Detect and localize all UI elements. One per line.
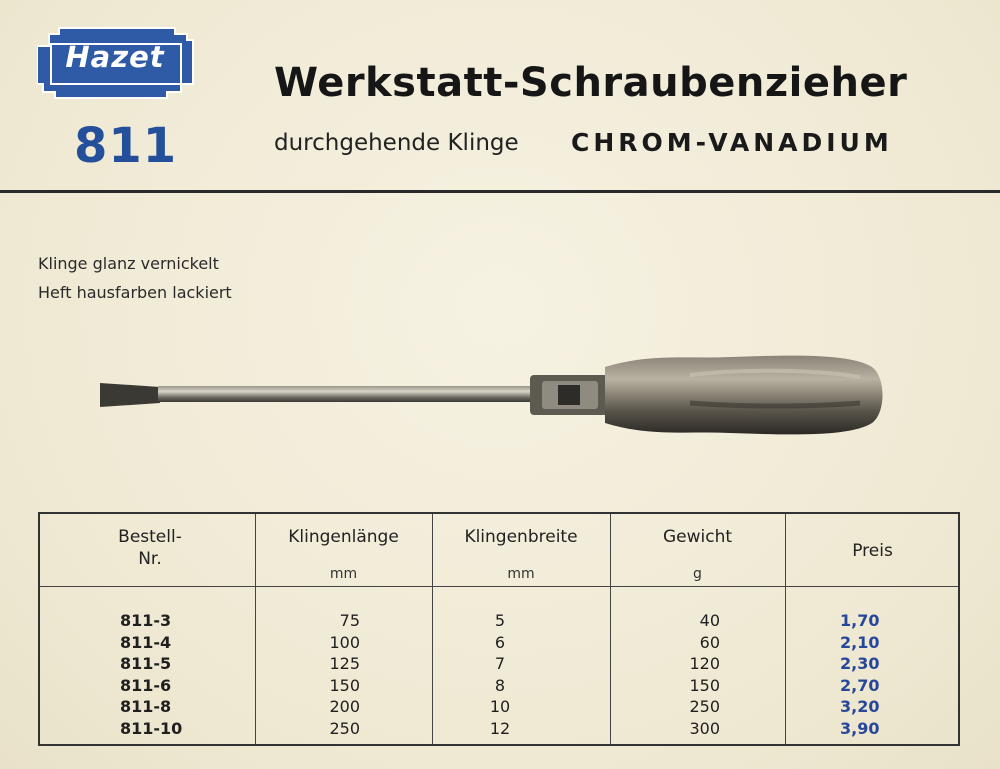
cell-weight: 250 [689, 697, 720, 716]
cell-length: 200 [329, 697, 360, 716]
cell-width: 8 [494, 675, 506, 695]
cell-weight: 300 [689, 718, 720, 738]
column-price [840, 610, 920, 739]
handle [605, 356, 883, 435]
column-nr [120, 610, 200, 739]
header-weight: Gewicht [662, 527, 733, 547]
cell-nr: 811-6 [120, 675, 172, 695]
cell-price: 2,30 [840, 654, 880, 673]
cell-weight: 120 [689, 654, 720, 673]
unit-length: mm [329, 566, 358, 582]
column-divider [432, 514, 433, 744]
column-width [470, 610, 530, 739]
cell-nr: 811-3 [120, 611, 172, 630]
cell-width: 10 [489, 697, 511, 716]
note-handle: Heft hausfarben lackiert [38, 283, 232, 302]
column-weight [640, 610, 720, 739]
cell-length: 250 [329, 718, 360, 738]
note-blade: Klinge glanz vernickelt [38, 254, 219, 273]
column-length [260, 610, 360, 739]
cell-price: 3,90 [840, 718, 880, 738]
cell-width: 12 [489, 718, 511, 738]
header-width: Klingenbreite [464, 527, 578, 547]
column-divider [610, 514, 611, 744]
cell-nr: 811-8 [120, 697, 172, 716]
cell-length: 100 [329, 632, 360, 652]
spec-table [38, 512, 960, 746]
header-price: Preis [852, 541, 893, 561]
unit-weight: g [693, 566, 702, 582]
cell-price: 2,70 [840, 675, 880, 695]
header-row-divider [40, 586, 958, 587]
cell-length: 125 [329, 654, 360, 673]
header-divider [0, 190, 1000, 193]
header-nr-line1: Bestell- [118, 527, 182, 547]
unit-width: mm [507, 566, 535, 582]
header-nr-line2: Nr. [138, 549, 162, 569]
screwdriver-illustration [90, 345, 890, 445]
cell-weight: 40 [699, 611, 720, 630]
cell-width: 5 [494, 611, 506, 630]
cell-length: 75 [339, 611, 360, 630]
cell-price: 3,20 [840, 697, 880, 716]
cell-nr: 811-4 [120, 632, 172, 652]
subtitle: durchgehende Klinge [274, 130, 519, 156]
page-title: Werkstatt-Schraubenzieher [274, 60, 908, 106]
material-label: CHROM-VANADIUM [571, 128, 893, 157]
blade-shaft [158, 386, 538, 402]
cell-nr: 811-5 [120, 654, 172, 673]
cell-length: 150 [329, 675, 360, 695]
cell-weight: 150 [689, 675, 720, 695]
model-number: 811 [74, 118, 178, 174]
cell-nr: 811-10 [120, 718, 183, 738]
cell-weight: 60 [699, 632, 720, 652]
logo-text: Hazet [65, 40, 165, 74]
header-nr [60, 526, 240, 570]
cell-price: 2,10 [840, 632, 880, 652]
column-divider [255, 514, 256, 744]
cell-width: 6 [494, 632, 506, 652]
cell-width: 7 [494, 654, 506, 673]
blade-tip [100, 383, 160, 407]
header-length: Klingenlänge [288, 527, 399, 547]
cell-price: 1,70 [840, 611, 880, 630]
